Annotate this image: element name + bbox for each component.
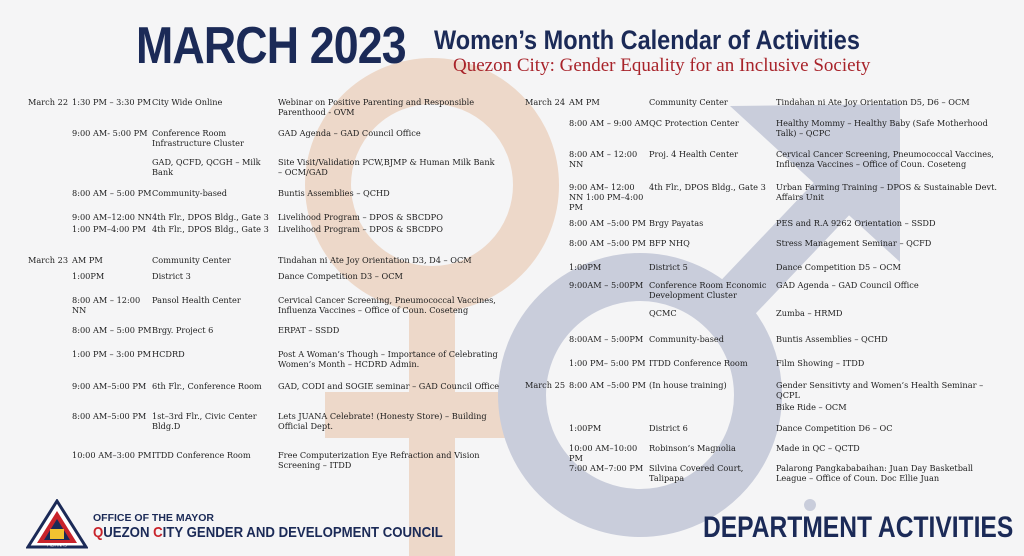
activity-cell: Lets JUANA Celebrate! (Honesty Store) – Building Official Dept. [278,411,487,431]
venue-cell: Conference Room Infrastructure Cluster [152,128,244,148]
left-schedule-column [28,97,510,477]
activity-cell: Palarong Pangkababaihan: Juan Day Basketball League – Office of Coun. Doc Ellie Juan [776,463,974,483]
venue-cell: Brgy. Project 6 [152,325,214,335]
venue-cell: District 6 [649,423,688,433]
council-name-c: C [153,524,163,541]
activity-cell: Livelihood Program – DPOS & SBCDPO [278,212,443,222]
venue-cell: 4th Flr., DPOS Bldg., Gate 3 [152,224,269,234]
time-cell: 10:00 AM–10:00 PM [569,443,638,463]
activity-cell: Gender Sensitivty and Women’s Health Seminar – QCPL [776,380,984,400]
time-cell: 1:00PM [72,271,105,281]
venue-cell: QC Protection Center [649,118,739,128]
activity-cell: Dance Competition D3 – OCM [278,271,403,281]
activity-cell: Cervical Cancer Screening, Pneumococcal Vaccines, Influenza Vaccines – Office of Coun. Coseteng [776,149,994,169]
council-name-uezon: UEZON [103,524,154,541]
header [0,0,1024,92]
time-cell: 1:00 PM–4:00 PM [72,224,146,234]
activity-cell: Healthy Mommy – Healthy Baby (Safe Motherhood Talk) – QCPC [776,118,988,138]
time-cell: 8:00 AM –5:00 PM [569,380,646,390]
date-cell: March 22 [28,97,69,107]
venue-cell: Community-based [152,188,227,198]
department-activities-label: DEPARTMENT ACTIVITIES [703,511,1014,544]
time-cell: 1:00 PM – 3:00 PM [72,349,152,359]
activity-cell: Stress Management Seminar – QCFD [776,238,932,248]
time-cell: AM PM [72,255,103,265]
activity-cell: Zumba – HRMD [776,308,843,318]
activity-cell: GAD Agenda – GAD Council Office [278,128,421,138]
month-title: MARCH 2023 [136,17,406,75]
time-cell: 9:00 AM– 12:00 NN 1:00 PM–4:00 PM [569,182,644,212]
council-name-q: Q [93,524,104,541]
time-cell: 8:00 AM –5:00 PM [569,238,646,248]
quezon-city-seal-icon [26,499,88,549]
activity-cell: Webinar on Positive Parenting and Responsible Parenthood - OVM [278,97,475,117]
activity-cell: Film Showing – ITDD [776,358,865,368]
activity-cell: Buntis Assemblies – QCHD [278,188,390,198]
venue-cell: Proj. 4 Health Center [649,149,738,159]
time-cell: 1:00PM [569,423,602,433]
tagline: Quezon City: Gender Equality for an Inclusive Society [453,55,871,76]
time-cell: 8:00 AM – 9:00 AM [569,118,649,128]
time-cell: 9:00 AM–12:00 NN [72,212,152,222]
venue-cell: 4th Flr., DPOS Bldg., Gate 3 [152,212,269,222]
venue-cell: 6th Flr., Conference Room [152,381,262,391]
venue-cell: Robinson’s Magnolia [649,443,736,453]
venue-cell: Pansol Health Center [152,295,241,305]
activity-cell: Post A Woman’s Though – Importance of Celebrating Women’s Month – HCDRD Admin. [278,349,498,369]
activity-cell: Dance Competition D6 – OC [776,423,893,433]
time-cell: 7:00 AM–7:00 PM [569,463,644,473]
venue-cell: ITDD Conference Room [152,450,251,460]
activity-cell: GAD, CODI and SOGIE seminar – GAD Council Office [278,381,500,391]
time-cell: 8:00 AM – 5:00 PM [72,188,152,198]
date-cell: March 25 [525,380,566,390]
venue-cell: Community Center [152,255,231,265]
council-name [93,524,443,541]
activity-cell: Tindahan ni Ate Joy Orientation D3, D4 – OCM [278,255,472,265]
venue-cell: QCMC [649,308,677,318]
venue-cell: 1st–3rd Flr., Civic Center Bldg.D [152,411,257,431]
time-cell: 8:00 AM–5:00 PM [72,411,147,421]
venue-cell: City Wide Online [152,97,223,107]
time-cell: 1:30 PM – 3:30 PM [72,97,152,107]
venue-cell: (In house training) [649,380,727,390]
venue-cell: Conference Room Economic Development Cluster [649,280,767,300]
activity-cell: Buntis Assemblies – QCHD [776,334,888,344]
activity-cell: Bike Ride – OCM [776,402,847,412]
venue-cell: BFP NHQ [649,238,690,248]
time-cell: AM PM [569,97,600,107]
venue-cell: Silvina Covered Court, Talipapa [649,463,744,483]
time-cell: 9:00AM – 5:00PM [569,280,644,290]
venue-cell: ITDD Conference Room [649,358,748,368]
venue-cell: 4th Flr., DPOS Bldg., Gate 3 [649,182,766,192]
office-of-the-mayor: OFFICE OF THE MAYOR [93,512,214,524]
time-cell: 8:00 AM –5:00 PM [569,218,646,228]
time-cell: 8:00AM – 5:00PM [569,334,644,344]
time-cell: 9:00 AM–5:00 PM [72,381,147,391]
activity-cell: PES and R.A 9262 Orientation – SSDD [776,218,936,228]
date-cell: March 24 [525,97,566,107]
time-cell: 8:00 AM – 12:00 NN [569,149,638,169]
venue-cell: District 3 [152,271,191,281]
council-name-rest: ITY GENDER AND DEVELOPMENT COUNCIL [162,524,443,541]
seal-text: PILIPINAS [47,542,67,548]
venue-cell: HCDRD [152,349,185,359]
venue-cell: GAD, QCFD, QCGH – Milk Bank [152,157,261,177]
activity-cell: Dance Competition D5 – OCM [776,262,901,272]
time-cell: 8:00 AM – 12:00 NN [72,295,141,315]
activity-cell: Made in QC – QCTD [776,443,860,453]
venue-cell: Brgy Payatas [649,218,704,228]
date-cell: March 23 [28,255,69,265]
activity-cell: Urban Farming Training – DPOS & Sustainable Devt. Affairs Unit [776,182,997,202]
time-cell: 8:00 AM – 5:00 PM [72,325,152,335]
right-schedule-column [525,97,1003,492]
activity-cell: Tindahan ni Ate Joy Orientation D5, D6 – OCM [776,97,970,107]
activity-cell: Livelihood Program – DPOS & SBCDPO [278,224,443,234]
activity-cell: Site Visit/Validation PCW,BJMP & Human Milk Bank – OCM/GAD [278,157,495,177]
venue-cell: Community Center [649,97,728,107]
activity-cell: GAD Agenda – GAD Council Office [776,280,919,290]
time-cell: 1:00 PM– 5:00 PM [569,358,646,368]
time-cell: 1:00PM [569,262,602,272]
page-title: Women’s Month Calendar of Activities [434,25,860,55]
activity-cell: Cervical Cancer Screening, Pneumococcal Vaccines, Influenza Vaccines – Office of Coun. Coseteng [278,295,496,315]
venue-cell: Community-based [649,334,724,344]
time-cell: 9:00 AM- 5:00 PM [72,128,148,138]
activity-cell: Free Computerization Eye Refraction and Vision Screening – ITDD [278,450,480,470]
time-cell: 10:00 AM–3:00 PM [72,450,152,460]
venue-cell: District 5 [649,262,688,272]
activity-cell: ERPAT – SSDD [278,325,340,335]
